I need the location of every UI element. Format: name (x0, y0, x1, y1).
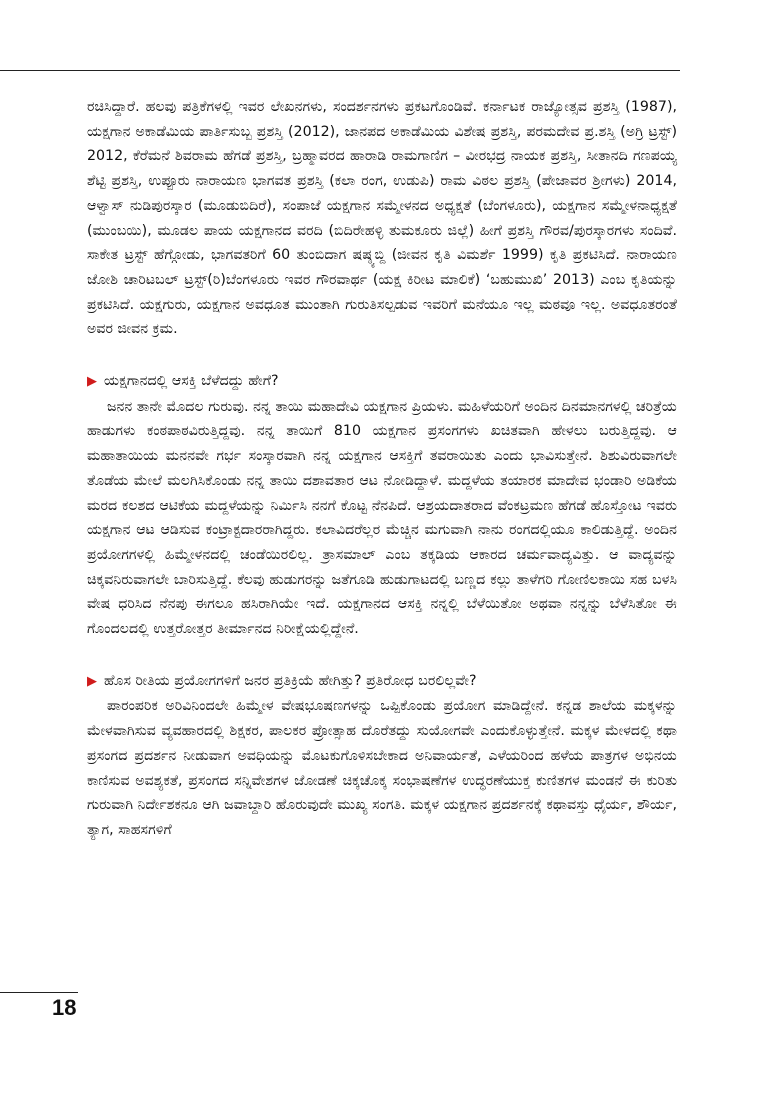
paragraph-awards: ರಚಿಸಿದ್ದಾರೆ. ಹಲವು ಪತ್ರಿಕೆಗಳಲ್ಲಿ ಇವರ ಲೇಖನಗಳು, ಸಂದರ್ಶನಗಳು ಪ್ರಕಟಗೊಂಡಿವೆ. ಕರ್ನಾಟಕ ರಾಜ್ಯೋತ್ಸವ ಪ್ರಶಸ್ತಿ (1987), ಯಕ್ಷಗಾನ ಅಕಾಡೆಮಿಯ ಪಾರ್ತಿಸುಬ್ಬ ಪ್ರಶಸ್ತಿ (2012), ಜಾನಪದ ಅಕಾಡೆಮಿಯ ವಿಶೇಷ ಪ್ರಶಸ್ತಿ, ಪರಮದೇವ ಪ್ರ.ಶಸ್ತಿ (ಅಗ್ರಿ ಟ್ರಸ್ಟ್) 2012, ಕೆರೆಮನೆ ಶಿವರಾಮ ಹೆಗಡೆ ಪ್ರಶಸ್ತಿ, ಬ್ರಹ್ಮಾವರದ ಹಾರಾಡಿ ರಾಮಗಾಣಿಗ – ವೀರಭದ್ರ ನಾಯಕ ಪ್ರಶಸ್ತಿ, ಸೀತಾನದಿ ಗಣಪಯ್ಯ ಶೆಟ್ಟಿ ಪ್ರಶಸ್ತಿ, ಉಪ್ಪೂರು ನಾರಾಯಣ ಭಾಗವತ ಪ್ರಶಸ್ತಿ (ಕಲಾ ರಂಗ, ಉಡುಪಿ) ರಾಮ ವಿಠಲ ಪ್ರಶಸ್ತಿ (ಪೇಜಾವರ ಶ್ರೀಗಳು) 2014, ಆಳ್ವಾಸ್ ನುಡಿಪುರಸ್ಕಾರ (ಮೂಡುಬಿದಿರೆ), ಸಂಪಾಜೆ ಯಕ್ಷಗಾನ ಸಮ್ಮೇಳನದ ಅಧ್ಯಕ್ಷತೆ (ಬೆಂಗಳೂರು), ಯಕ್ಷಗಾನ ಸಮ್ಮೇಳನಾಧ್ಯಕ್ಷತೆ (ಮುಂಬಯಿ), ಮೂಡಲ ಪಾಯ ಯಕ್ಷಗಾನದ ವರದಿ (ಬಿದಿರೇಹಳ್ಳಿ ತುಮಕೂರು ಜಿಲ್ಲೆ) ಹೀಗೆ ಪ್ರಶಸ್ತಿ ಗೌರವ/ಪುರಸ್ಕಾರಗಳು ಸಂದಿವೆ. ಸಾಕೇತ ಟ್ರಸ್ಟ್ ಹೆಗ್ಗೋಡು, ಭಾಗವತರಿಗೆ 60 ತುಂಬಿದಾಗ ಷಷ್ಠ್ಯಬ್ದಿ (ಜೀವನ ಕೃತಿ ವಿಮರ್ಶೆ 1999) ಕೃತಿ ಪ್ರಕಟಿಸಿದೆ. ನಾರಾಯಣ ಜೋಶಿ ಚಾರಿಟಬಲ್ ಟ್ರಸ್ಟ್(ರಿ)ಬೆಂಗಳೂರು ಇವರ ಗೌರವಾರ್ಥ (ಯಕ್ಷ ಕಿರೀಟ ಮಾಲಿಕೆ) ‘ಬಹುಮುಖಿ’ 2013) ಎಂಬ ಕೃತಿಯನ್ನು ಪ್ರಕಟಿಸಿದೆ. ಯಕ್ಷಗುರು, ಯಕ್ಷಗಾನ ಅವಧೂತ ಮುಂತಾಗಿ ಗುರುತಿಸಲ್ಪಡುವ ಇವರಿಗೆ ಮನೆಯೂ ಇಲ್ಲ ಮಠವೂ ಇಲ್ಲ. ಅವಧೂತರಂತೆ ಅವರ ಜೀವನ ಕ್ರಮ. (87, 99, 677, 338)
question-response (87, 669, 677, 695)
triangle-bullet-icon: ▶ (87, 673, 97, 689)
question-interest (87, 369, 677, 395)
question-response-text: ಹೊಸ ರೀತಿಯ ಪ್ರಯೋಗಗಳಿಗೆ ಜನರ ಪ್ರತಿಕ್ರಿಯೆ ಹೇಗಿತ್ತು? ಪ್ರತಿರೋಧ ಬರಲಿಲ್ಲವೇ? (104, 672, 477, 689)
paragraph-childhood: ಜನನ ತಾನೇ ಮೊದಲ ಗುರುವು. ನನ್ನ ತಾಯಿ ಮಹಾದೇವಿ ಯಕ್ಷಗಾನ ಪ್ರಿಯಳು. ಮಹಿಳೆಯರಿಗೆ ಅಂದಿನ ದಿನಮಾನಗಳಲ್ಲಿ ಚರಿತ್ರೆಯ ಹಾಡುಗಳು ಕಂಠಪಾಠವಿರುತ್ತಿದ್ದವು. ನನ್ನ ತಾಯಿಗೆ 810 ಯಕ್ಷಗಾನ ಪ್ರಸಂಗಗಳು ಖಚಿತವಾಗಿ ಹೇಳಲು ಬರುತ್ತಿದ್ದವು. ಆ ಮಹಾತಾಯಿಯ ಮನನವೇ ಗರ್ಭ ಸಂಸ್ಕಾರವಾಗಿ ನನ್ನ ಯಕ್ಷಗಾನ ಆಸಕ್ತಿಗೆ ತವರಾಯಿತು ಎಂದು ಭಾವಿಸುತ್ತೇನೆ. ಶಿಶುವಿರುವಾಗಲೇ ತೊಡೆಯ ಮೇಲೆ ಮಲಗಿಸಿಕೊಂಡು ನನ್ನ ತಾಯಿ ದಶಾವತಾರ ಆಟ ನೋಡಿದ್ದಾಳೆ. ಮದ್ದಳೆಯ ತಯಾರಕ ಮಾದೇವ ಭಂಡಾರಿ ಅಡಿಕೆಯ ಮರದ ಕಲಶದ ಆಟಿಕೆಯ ಮದ್ದಳೆಯನ್ನು ನಿರ್ಮಿಸಿ ನನಗೆ ಕೊಟ್ಟ ನೆನಪಿದೆ. ಆಶ್ರಯದಾತರಾದ ವೆಂಕಟ್ರಮಣ ಹೆಗಡೆ ಹೊಸ್ತೋಟ ಇವರು ಯಕ್ಷಗಾನ ಆಟ ಆಡಿಸುವ ಕಂಟ್ರಾಕ್ಟದಾರರಾಗಿದ್ದರು. ಕಲಾವಿದರೆಲ್ಲರ ಮೆಚ್ಚಿನ ಮಗುವಾಗಿ ನಾನು ರಂಗದಲ್ಲಿಯೂ ಕಾಲಿಡುತ್ತಿದ್ದೆ. ಅಂದಿನ ಪ್ರಯೋಗಗಳಲ್ಲಿ ಹಿಮ್ಮೇಳನದಲ್ಲಿ ಚಂಡೆಯಿರಲಿಲ್ಲ. ತ್ರಾಸಮಾಲ್ ಎಂಬ ತಕ್ಕಡಿಯ ಆಕಾರದ ಚರ್ಮವಾದ್ಯವಿತ್ತು. ಆ ವಾದ್ಯವನ್ನು ಚಿಕ್ಕವನಿರುವಾಗಲೇ ಬಾರಿಸುತ್ತಿದ್ದೆ. ಕೆಲವು ಹುಡುಗರನ್ನು ಜತೆಗೂಡಿ ಹುಡುಗಾಟದಲ್ಲಿ ಬಣ್ಣದ ಕಲ್ಲು ತಾಳೆಗರಿ ಗೋಣಿಲಕಾಯಿ ಸಹ ಬಳಸಿ ವೇಷ ಧರಿಸಿದ ನೆನಪು ಈಗಲೂ ಹಸಿರಾಗಿಯೇ ಇದೆ. ಯಕ್ಷಗಾನದ ಆಸಕ್ತಿ ನನ್ನಲ್ಲಿ ಬೆಳೆಯಿತೋ ಅಥವಾ ನನ್ನನ್ನು ಬೆಳೆಸಿತೋ ಈ ಗೊಂದಲದಲ್ಲಿ ಉತ್ತರೋತ್ತರ ತೀರ್ಮಾನದ ನಿರೀಕ್ಷೆಯಲ್ಲಿದ್ದೇನೆ. (87, 398, 677, 638)
question-interest-text: ಯಕ್ಷಗಾನದಲ್ಲಿ ಆಸಕ್ತಿ ಬೆಳೆದದ್ದು ಹೇಗೆ? (104, 373, 279, 390)
header-rule (0, 70, 680, 71)
page-number: 18 (52, 995, 77, 1020)
paragraph-experiments: ಪಾರಂಪರಿಕ ಅರಿವಿನಿಂದಲೇ ಹಿಮ್ಮೇಳ ವೇಷಭೂಷಣಗಳನ್ನು ಒಪ್ಪಿಕೊಂಡು ಪ್ರಯೋಗ ಮಾಡಿದ್ದೇನೆ. ಕನ್ನಡ ಶಾಲೆಯ ಮಕ್ಕಳನ್ನು ಮೇಳವಾಗಿಸುವ ವ್ಯವಹಾರದಲ್ಲಿ ಶಿಕ್ಷಕರ, ಪಾಲಕರ ಪ್ರೋತ್ಸಾಹ ದೊರೆತದ್ದು ಸುಯೋಗವೇ ಎಂದುಕೊಳ್ಳುತ್ತೇನೆ. ಮಕ್ಕಳ ಮೇಳದಲ್ಲಿ ಕಥಾ ಪ್ರಸಂಗದ ಪ್ರದರ್ಶನ ನೀಡುವಾಗ ಅವಧಿಯನ್ನು ಮೊಟಕುಗೊಳಿಸಬೇಕಾದ ಅನಿವಾರ್ಯತೆ, ಎಳೆಯರಿಂದ ಹಳೆಯ ಪಾತ್ರಗಳ ಅಭಿನಯ ಕಾಣಿಸುವ ಅವಶ್ಯಕತೆ, ಪ್ರಸಂಗದ ಸನ್ನಿವೇಶಗಳ ಜೋಡಣೆ ಚಿಕ್ಕಚೊಕ್ಕ ಸಂಭಾಷಣೆಗಳ ಉದ್ಧರಣೆಯುಕ್ತ ಕುಣಿತಗಳ ಮಂಡನೆ ಈ ಕುರಿತು ಗುರುವಾಗಿ ನಿರ್ದೇಶಕನೂ ಆಗಿ ಜವಾಬ್ದಾರಿ ಹೊರುವುದೇ ಮುಖ್ಯ ಸಂಗತಿ. ಮಕ್ಕಳ ಯಕ್ಷಗಾನ ಪ್ರದರ್ಶನಕ್ಕೆ ಕಥಾವಸ್ತು ಧೈರ್ಯ, ಶೌರ್ಯ, ತ್ಯಾಗ, ಸಾಹಸಗಳಿಗೆ (87, 698, 677, 838)
footer-rule (0, 992, 78, 993)
triangle-bullet-icon: ▶ (87, 374, 97, 390)
article-body (87, 95, 677, 843)
